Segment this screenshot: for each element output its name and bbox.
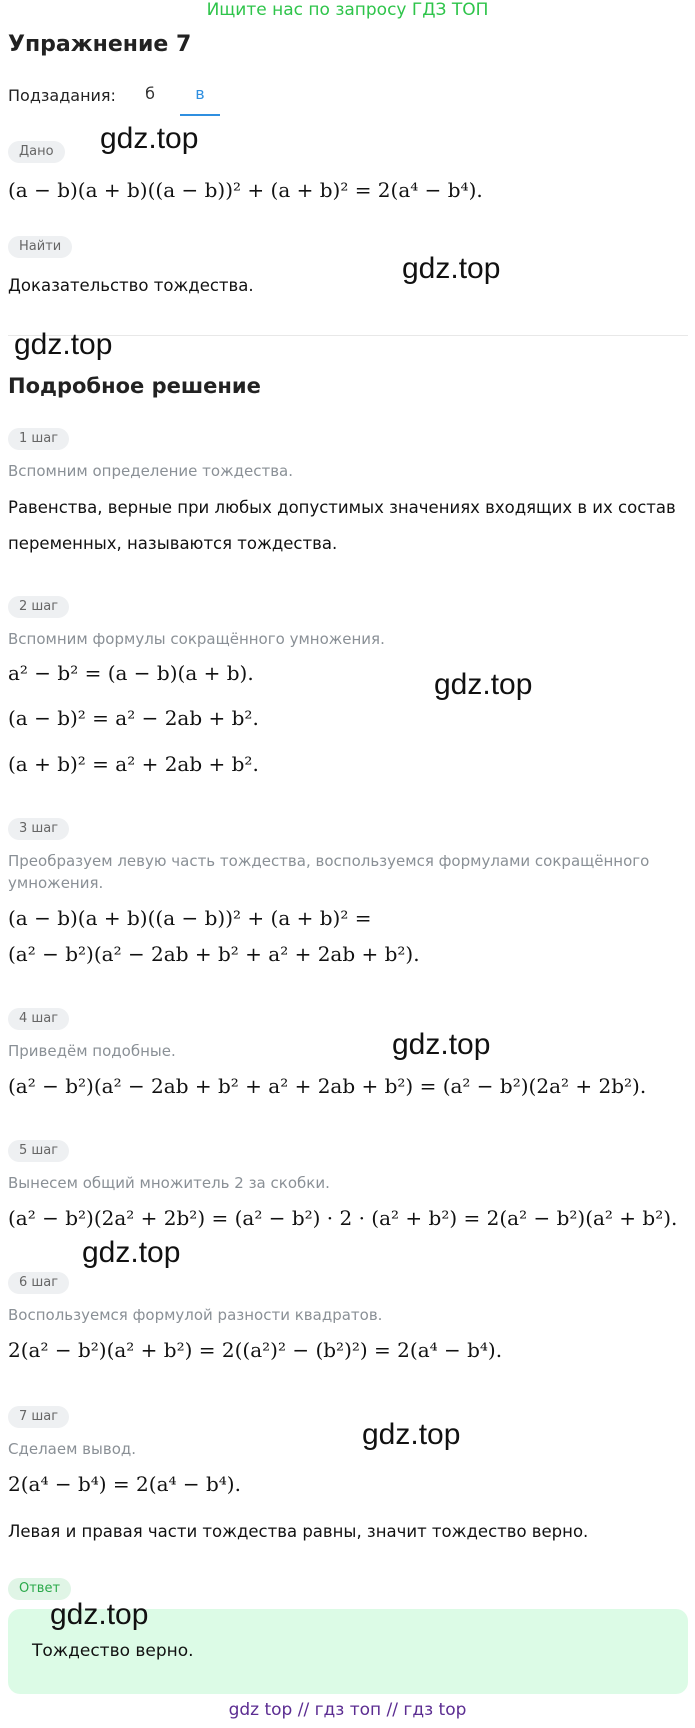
step-2-badge: 2 шаг	[8, 596, 69, 618]
find-text: Доказательство тождества.	[8, 276, 254, 295]
watermark: gdz.top	[50, 1598, 149, 1631]
step-4-badge: 4 шаг	[8, 1008, 69, 1030]
answer-badge: Ответ	[8, 1578, 71, 1600]
step-2-hint: Вспомним формулы сокращённого умножения.	[8, 630, 385, 648]
step-6-hint: Воспользуемся формулой разности квадратов.	[8, 1306, 383, 1324]
step-7-hint: Сделаем вывод.	[8, 1440, 137, 1458]
tab-v[interactable]: в	[195, 84, 205, 103]
answer-text: Тождество верно.	[32, 1641, 194, 1661]
watermark: gdz.top	[362, 1418, 461, 1451]
step-2-formula-3: (a + b)² = a² + 2ab + b².	[8, 752, 259, 776]
step-3-badge: 3 шаг	[8, 818, 69, 840]
step-5-formula: (a² − b²)(2a² + 2b²) = (a² − b²) · 2 · (a² + b²) = 2(a² − b²)(a² + b²).	[8, 1206, 678, 1230]
tab-b[interactable]: б	[145, 84, 155, 103]
step-7-text: Левая и правая части тождества равны, значит тождество верно.	[8, 1522, 589, 1541]
step-2-formula-1: a² − b² = (a − b)(a + b).	[8, 661, 254, 685]
step-3-hint-2: умножения.	[8, 874, 104, 892]
step-1-text-1: Равенства, верные при любых допустимых значениях входящих в их состав	[8, 498, 676, 517]
step-1-hint: Вспомним определение тождества.	[8, 462, 293, 480]
step-3-formula-2: (a² − b²)(a² − 2ab + b² + a² + 2ab + b²).	[8, 942, 420, 966]
step-3-formula-1: (a − b)(a + b)((a − b))² + (a + b)² =	[8, 906, 372, 930]
step-7-formula: 2(a⁴ − b⁴) = 2(a⁴ − b⁴).	[8, 1472, 241, 1496]
given-formula: (a − b)(a + b)((a − b))² + (a + b)² = 2(a⁴ − b⁴).	[8, 178, 483, 202]
step-6-formula: 2(a² − b²)(a² + b²) = 2((a²)² − (b²)²) = 2(a⁴ − b⁴).	[8, 1338, 503, 1362]
step-7-badge: 7 шаг	[8, 1406, 69, 1428]
active-tab-underline	[180, 114, 220, 116]
step-5-hint: Вынесем общий множитель 2 за скобки.	[8, 1174, 330, 1192]
watermark: gdz.top	[82, 1236, 181, 1269]
step-2-formula-2: (a − b)² = a² − 2ab + b².	[8, 706, 259, 730]
page-title: Упражнение 7	[8, 32, 192, 57]
subtasks-label: Подзадания:	[8, 86, 116, 105]
watermark: gdz.top	[434, 668, 533, 701]
given-badge: Дано	[8, 141, 65, 163]
step-4-formula: (a² − b²)(a² − 2ab + b² + a² + 2ab + b²) = (a² − b²)(2a² + 2b²).	[8, 1074, 647, 1098]
watermark: gdz.top	[392, 1028, 491, 1061]
watermark: gdz.top	[100, 122, 199, 155]
watermark: gdz.top	[14, 328, 113, 361]
find-badge: Найти	[8, 236, 72, 258]
step-1-badge: 1 шаг	[8, 428, 69, 450]
step-5-badge: 5 шаг	[8, 1140, 69, 1162]
solution-title: Подробное решение	[8, 374, 261, 398]
step-4-hint: Приведём подобные.	[8, 1042, 176, 1060]
step-1-text-2: переменных, называются тождества.	[8, 534, 338, 553]
footer-links: gdz top // гдз топ // гдз top	[228, 1700, 467, 1720]
watermark: gdz.top	[402, 252, 501, 285]
step-3-hint-1: Преобразуем левую часть тождества, воспользуемся формулами сокращённого	[8, 852, 650, 870]
top-banner: Ищите нас по запросу ГДЗ ТОП	[206, 0, 489, 20]
step-6-badge: 6 шаг	[8, 1272, 69, 1294]
